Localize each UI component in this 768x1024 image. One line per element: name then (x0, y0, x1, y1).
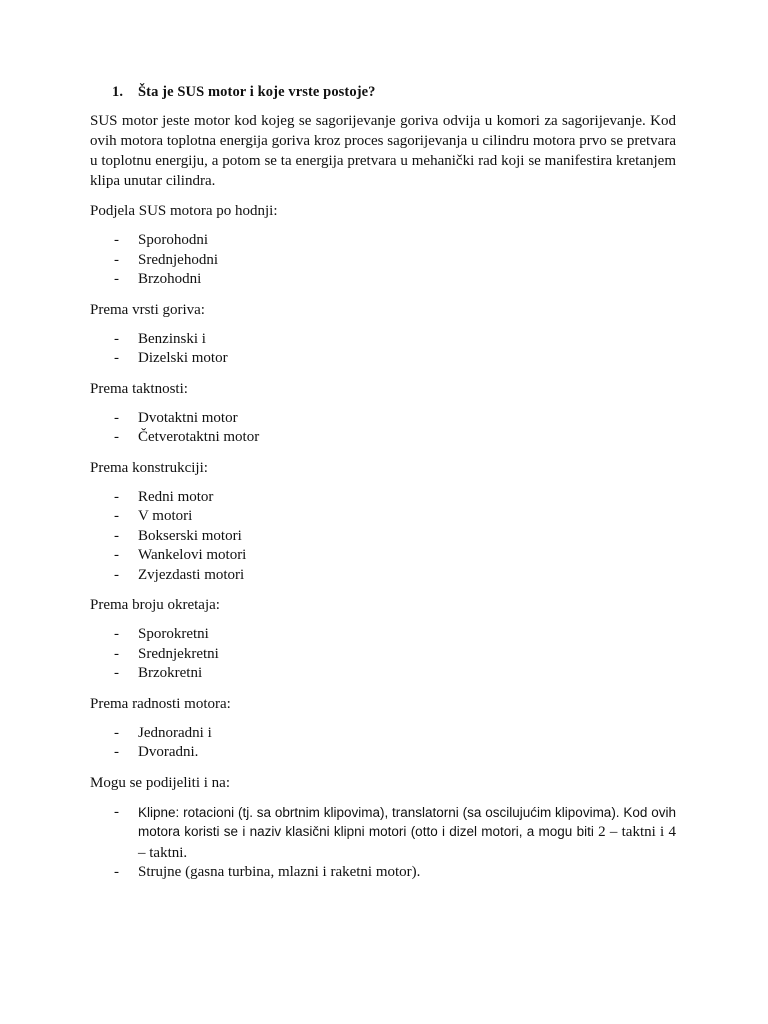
question-heading (112, 84, 676, 101)
list-item (90, 349, 676, 369)
list-item (90, 251, 676, 271)
list-item-text: Dvoradni. (138, 744, 199, 760)
list-item (90, 428, 676, 448)
list-item-text: Dizelski motor (138, 350, 228, 366)
list-item (90, 664, 676, 684)
list-item (90, 231, 676, 251)
section-list (90, 231, 676, 290)
list-item (90, 488, 676, 508)
list-item (90, 625, 676, 645)
list-item-text: Bokserski motori (138, 527, 242, 544)
list-item (90, 645, 676, 665)
list-item-text: Sporokretni (138, 626, 209, 642)
dash-bullet: - (114, 508, 119, 524)
dash-bullet: - (114, 724, 119, 741)
section-label: Podjela SUS motora po hodnji: (90, 203, 278, 219)
list-item (90, 330, 676, 350)
dash-bullet: - (114, 527, 119, 544)
list-item-text: Sporohodni (138, 232, 209, 248)
dash-bullet: - (114, 744, 119, 760)
dash-bullet: - (114, 232, 119, 248)
section-list (90, 330, 676, 369)
section-list (90, 625, 676, 684)
dash-bullet: - (114, 271, 119, 287)
dash-bullet: - (114, 547, 119, 563)
list-item (90, 566, 676, 586)
list-item-text: Benzinski i (138, 330, 206, 347)
list-item (90, 409, 676, 429)
list-item-text: Brzohodni (138, 271, 202, 287)
list-item (90, 863, 676, 883)
section-label: Prema radnosti motora: (90, 695, 231, 712)
list-item-text: Jednoradni i (138, 724, 212, 741)
list-item-text: Zvjezdasti motori (138, 566, 245, 583)
list-item (90, 724, 676, 744)
list-item-text-part: Klipne: rotacioni (tj. sa obrtnim klipovima), translatorni (sa oscilujućim klipovima). Kod ovih motora koristi se i naziv klasični klipni motori (otto i dizel motori, a mogu biti (138, 804, 676, 839)
document-page (90, 84, 676, 893)
list-item-text: Dvotaktni motor (138, 409, 238, 426)
heading-number: 1. (112, 84, 124, 100)
dash-bullet: - (114, 488, 119, 505)
list-item-text: Wankelovi motori (138, 547, 247, 563)
section-label: Mogu se podijeliti i na: (90, 774, 230, 791)
list-item-text (138, 803, 676, 864)
list-item (90, 507, 676, 527)
heading-title: Šta je SUS motor i koje vrste postoje? (138, 84, 376, 100)
list-item-text: V motori (138, 508, 193, 524)
list-item-text: Četverotaktni motor (138, 429, 260, 445)
dash-bullet: - (114, 864, 119, 880)
list-item (90, 527, 676, 547)
dash-bullet: - (114, 803, 119, 820)
list-item (90, 743, 676, 763)
intro-paragraph: SUS motor jeste motor kod kojeg se sagorijevanje goriva odvija u komori za sagorijevanje. Kod ovih motora toplotna energija goriva kroz proces sagorijevanja u cilindru motora prvo se pretvara u toplotnu energiju, a potom se ta energija pretvara u mehanički rad koji se manifestira kretanjem klipa unutar cilindra. (90, 113, 676, 189)
list-item-text: Brzokretni (138, 665, 203, 681)
dash-bullet: - (114, 409, 119, 426)
dash-bullet: - (114, 566, 119, 583)
dash-bullet: - (114, 665, 119, 681)
dash-bullet: - (114, 645, 119, 662)
list-item-text: Srednjehodni (138, 251, 218, 268)
list-item-text: Srednjekretni (138, 645, 219, 662)
section-label: Prema vrsti goriva: (90, 301, 205, 318)
list-item-text: Redni motor (138, 488, 214, 505)
list-item (90, 803, 676, 864)
list-item-text: Strujne (gasna turbina, mlazni i raketni motor). (138, 864, 421, 880)
section-label: Prema broju okretaja: (90, 597, 220, 613)
list-item (90, 546, 676, 566)
dash-bullet: - (114, 626, 119, 642)
list-item (90, 270, 676, 290)
section-label: Prema konstrukciji: (90, 459, 208, 476)
section-list (90, 724, 676, 763)
dash-bullet: - (114, 429, 119, 445)
section-list (90, 803, 676, 883)
section-list (90, 488, 676, 586)
dash-bullet: - (114, 350, 119, 366)
list-item-text-part: 2 – taktni i 4 – taktni. (138, 824, 676, 861)
section-label: Prema taktnosti: (90, 380, 188, 397)
section-list (90, 409, 676, 448)
dash-bullet: - (114, 251, 119, 268)
dash-bullet: - (114, 330, 119, 347)
